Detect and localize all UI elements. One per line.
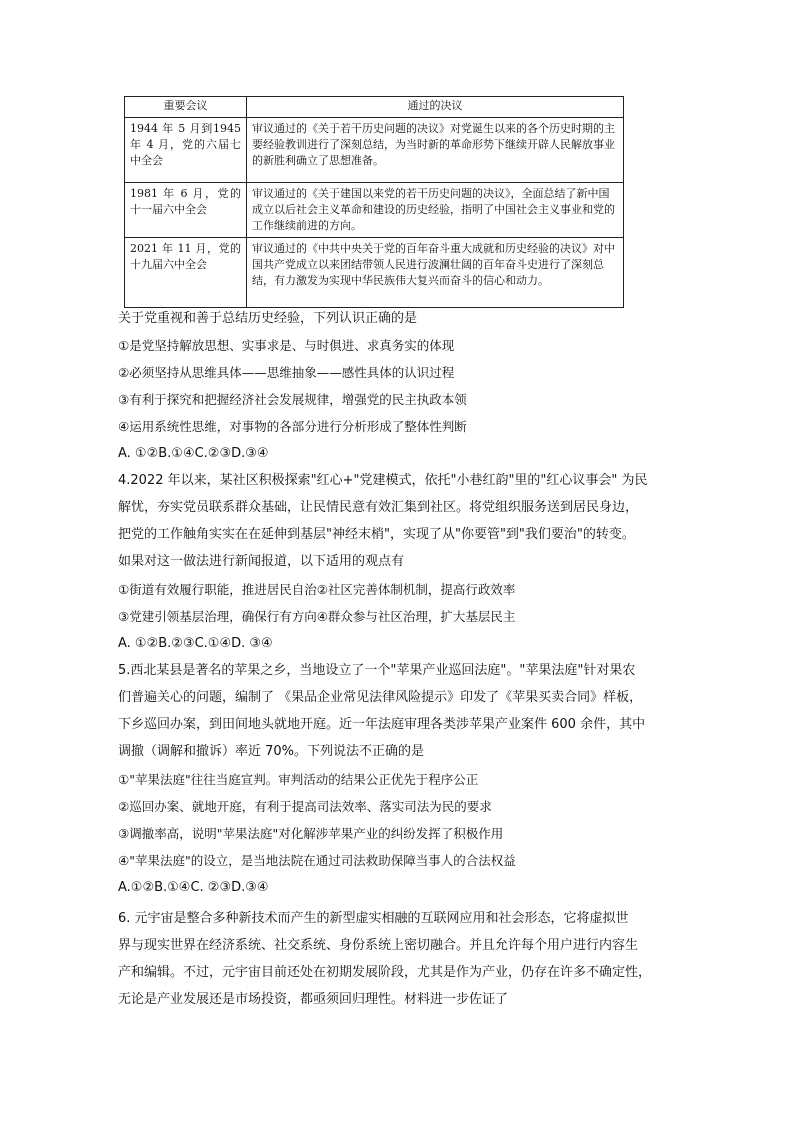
table-row: [125, 183, 624, 238]
q4-line: 4.2022 年以来，某社区积极探索"红心+"党建模式，依托"小巷红韵"里的"红心议事会" 为民: [118, 473, 648, 488]
q5-item: ③调撤率高，说明"苹果法庭"对化解涉苹果产业的纠纷发挥了积极作用: [118, 826, 504, 841]
table-cell-resolution: 审议通过的《关于建国以来党的若干历史问题的决议》，全面总结了新中国成立以后社会主义革命和建设的历史经验，指明了中国社会主义事业和党的工作继续前进的方向。: [247, 183, 624, 238]
table-cell-meeting: 1981 年 6 月，党的十一届六中全会: [125, 183, 247, 238]
q5-item: ④"苹果法庭"的设立，是当地法院在通过司法救助保障当事人的合法权益: [118, 853, 516, 868]
q5-line: 调撤（调解和撤诉）率近 70%。下列说法不正确的是: [118, 744, 425, 759]
q5-line: 5.西北某县是著名的苹果之乡，当地设立了一个"苹果产业巡回法庭"。"苹果法庭"针对果农: [118, 663, 636, 678]
q3-item: ④运用系统性思维，对事物的各部分进行分析形成了整体性判断: [118, 419, 467, 434]
table-row: [125, 238, 624, 308]
q6-line: 6. 元宇宙是整合多种新技术而产生的新型虚实相融的互联网应用和社会形态，它将虚拟世: [118, 911, 629, 926]
q3-item: ②必须坚持从思维具体——思维抽象——感性具体的认识过程: [118, 365, 455, 380]
table-cell-resolution: 审议通过的《中共中央关于党的百年奋斗重大成就和历史经验的决议》对中国共产党成立以来团结带领人民进行波澜壮阔的百年奋斗史进行了深刻总结，有力激发为实现中华民族伟大复兴而奋斗的信心和动力。: [247, 238, 624, 308]
q5-choices: A.①②B.①④C. ②③D.③④: [118, 880, 269, 895]
q6-line: 界与现实世界在经济系统、社交系统、身份系统上密切融合。并且允许每个用户进行内容生: [118, 938, 639, 953]
q5-line: 下乡巡回办案，到田间地头就地开庭。近一年法庭审理各类涉苹果产业案件 600 余件，其中: [118, 717, 646, 732]
q3-stem: 关于党重视和善于总结历史经验，下列认识正确的是: [118, 311, 418, 326]
q3-item: ③有利于探究和把握经济社会发展规律，增强党的民主执政本领: [118, 392, 467, 407]
table-header-row: [125, 97, 624, 118]
q5-item: ①"苹果法庭"往往当庭宣判。审判活动的结果公正优先于程序公正: [118, 772, 479, 787]
table-header-meeting: 重要会议: [125, 97, 247, 118]
q5-item: ②巡回办案、就地开庭，有利于提高司法效率、落实司法为民的要求: [118, 799, 492, 814]
table-row: [125, 118, 624, 183]
q4-line: 把党的工作触角实实在在延伸到基层"神经末梢"，实现了从"你要管"到"我们要治"的转变。: [118, 527, 635, 542]
q6-line: 无论是产业发展还是市场投资，都亟须回归理性。材料进一步佐证了: [118, 992, 509, 1007]
q3-choices: A. ①②B.①④C.②③D.③④: [118, 446, 269, 461]
table-cell-meeting: 1944 年 5 月到1945 年 4 月，党的六届七中全会: [125, 118, 247, 183]
table-header-resolution: 通过的决议: [247, 97, 624, 118]
q4-line: 解忧，夯实党员联系群众基础，让民情民意有效汇集到社区。将党组织服务送到居民身边，: [118, 500, 639, 515]
q4-item: ①街道有效履行职能，推进居民自治②社区完善体制机制，提高行政效率: [118, 582, 516, 597]
q4-item: ③党建引领基层治理，确保行有方向④群众参与社区治理，扩大基层民主: [118, 609, 516, 624]
table-cell-meeting: 2021 年 11 月，党的十九届六中全会: [125, 238, 247, 308]
q4-choices: A. ①②B.②③C.①④D. ③④: [118, 636, 273, 651]
q6-line: 产和编辑。不过，元宇宙目前还处在初期发展阶段，尤其是作为产业，仍存在许多不确定性，: [118, 965, 652, 980]
q3-item: ①是党坚持解放思想、实事求是、与时俱进、求真务实的体现: [118, 338, 455, 353]
table-cell-resolution: 审议通过的《关于若干历史问题的决议》对党诞生以来的各个历史时期的主要经验教训进行了深刻总结，为当时新的革命形势下继续开辟人民解放事业的新胜利确立了思想准备。: [247, 118, 624, 183]
q4-line: 如果对这一做法进行新闻报道，以下适用的观点有: [118, 554, 405, 569]
q5-line: 们普遍关心的问题，编制了 《果品企业常见法律风险提示》印发了《苹果买卖合同》样板，: [118, 690, 643, 705]
meetings-table: [124, 96, 624, 308]
